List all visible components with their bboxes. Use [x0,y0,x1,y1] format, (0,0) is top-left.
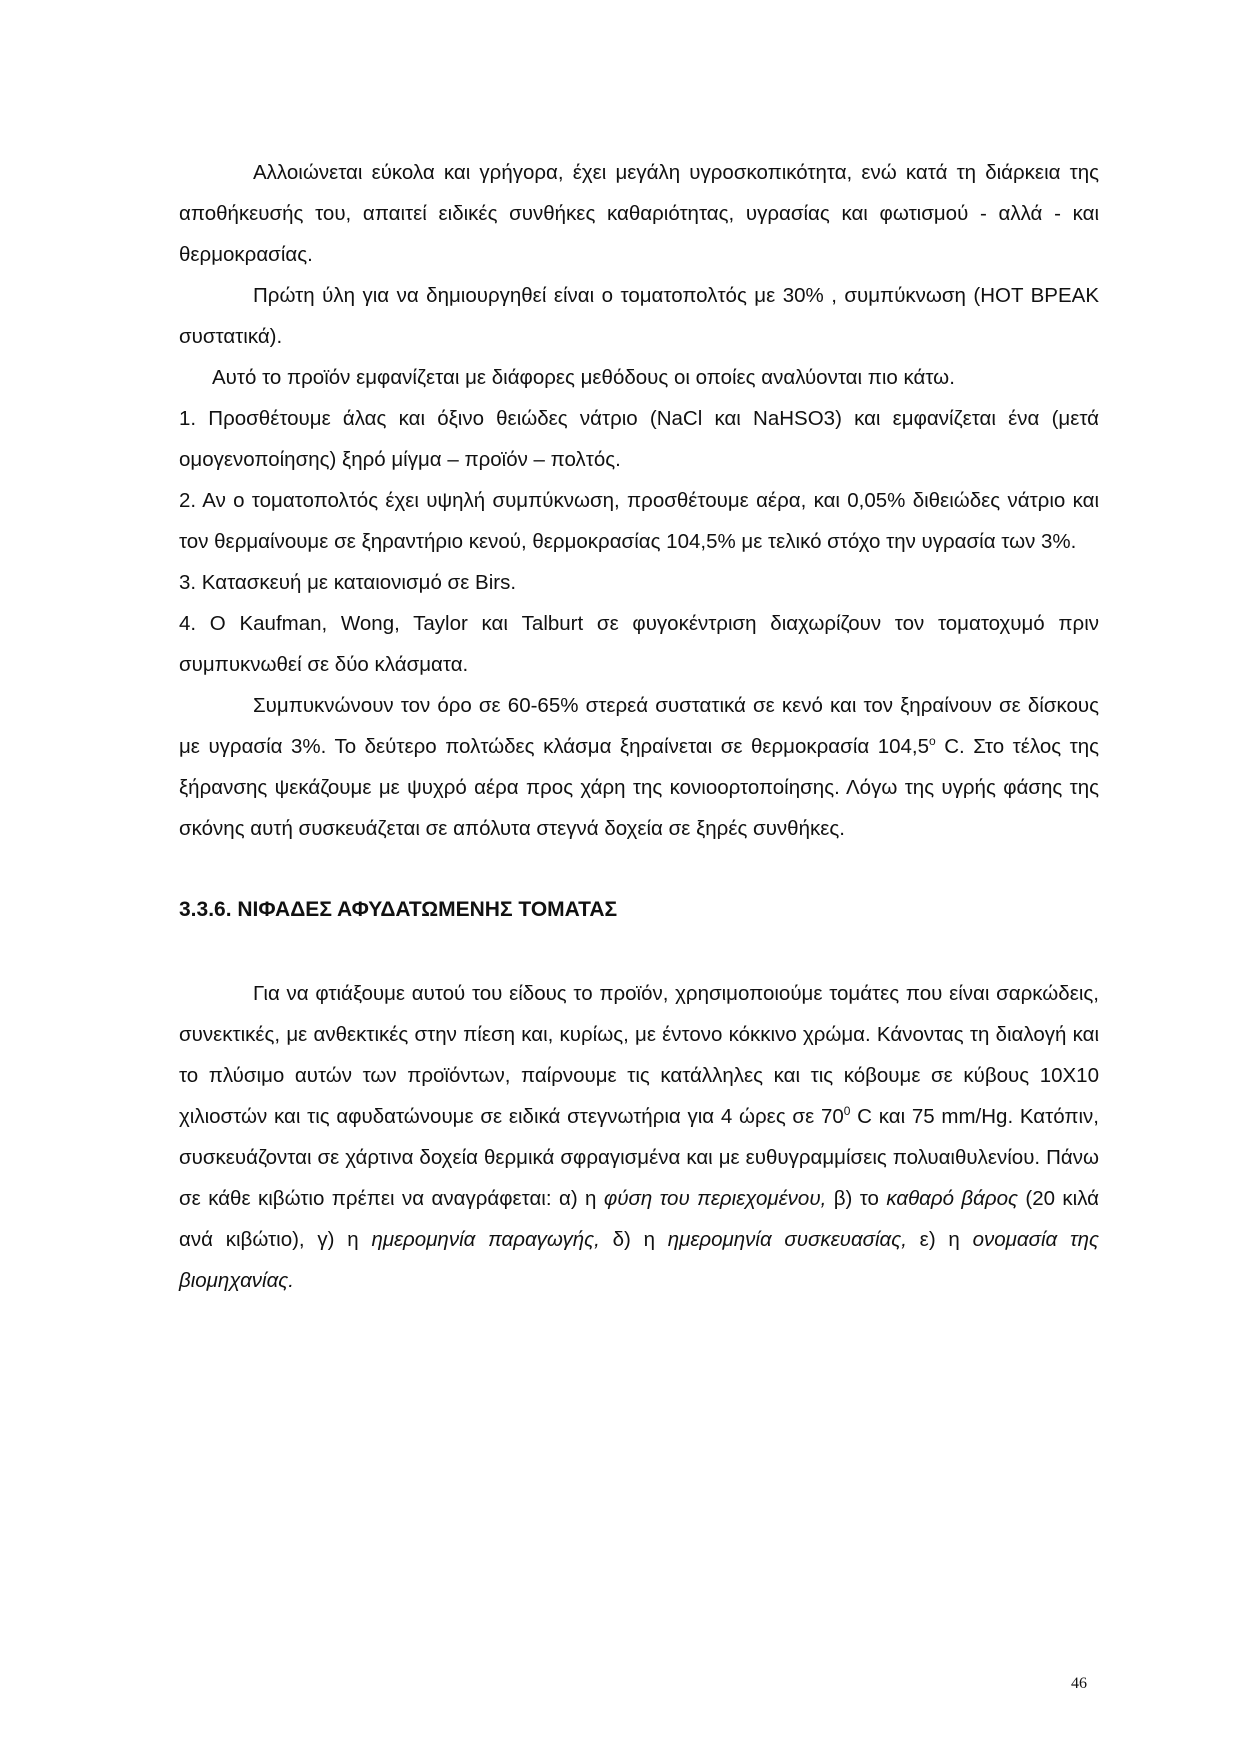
list-item-3: 3. Κατασκευή με καταιονισμό σε Birs. [179,571,517,594]
degree-sign: o [929,734,936,749]
page-number: 46 [1071,1675,1087,1692]
flakes-italic-weight: καθαρό βάρος [886,1187,1018,1210]
list-item-1: 1. Προσθέτουμε άλας και όξινο θειώδες νάτριο (NaCl και NaHSO3) και εμφανίζεται ένα (μετά ομογενοποίησης) ξηρό μίγμα – προϊόν – πολτός. [179,407,1099,471]
flakes-italic-packaging-date: ημερομηνία συσκευασίας, [667,1228,907,1251]
paragraph-raw-material: Πρώτη ύλη για να δημιουργηθεί είναι ο τοματοπολτός με 30% , συμπύκνωση (HOT BPEAK συστατικά). [179,284,1099,348]
paragraph-storage: Αλλοιώνεται εύκολα και γρήγορα, έχει μεγάλη υγροσκοπικότητα, ενώ κατά τη διάρκεια της αποθήκευσής του, απαιτεί ειδικές συνθήκες καθαριότητας, υγρασίας και φωτισμού - αλλά - και θερμοκρασίας. [179,161,1099,266]
paragraph-concentration [179,685,1099,849]
flakes-italic-production-date: ημερομηνία παραγωγής, [371,1228,600,1251]
flakes-text-f: ε) η [906,1228,973,1251]
paragraph-concentration-text-a: Συμπυκνώνουν τον όρο σε 60-65% στερεά συστατικά σε κενό και τον ξηραίνουν σε δίσκους με υγρασία 3%. Το δεύτερο πολτώδες κλάσμα ξηραίνεται σε θερμοκρασία 104,5 [179,694,1099,758]
flakes-italic-industry-name: ονομασία της βιομηχανίας. [179,1228,1099,1292]
flakes-text-e: δ) η [599,1228,668,1251]
flakes-text-d: (20 κιλά ανά κιβώτιο), γ) η [179,1187,1100,1251]
paragraph-concentration-text-b: C. Στο τέλος της ξήρανσης ψεκάζουμε με ψυχρό αέρα προς χάρη της κονιοορτοποίησης. Λόγω της υγρής φάσης της σκόνης αυτή συσκευάζεται σε απόλυτα στεγνά δοχεία σε ξηρές συνθήκες. [179,735,1099,840]
paragraph-flakes [179,973,1099,1301]
paragraph-methods-intro: Αυτό το προϊόν εμφανίζεται με διάφορες μεθόδους οι οποίες αναλύονται πιο κάτω. [212,366,955,389]
list-item-2: 2. Αν ο τοματοπολτός έχει υψηλή συμπύκνωση, προσθέτουμε αέρα, και 0,05% διθειώδες νάτριο και τον θερμαίνουμε σε ξηραντήριο κενού, θερμοκρασίας 104,5% με τελικό στόχο την υγρασία των 3%. [179,489,1099,553]
flakes-text-a: Για να φτιάξουμε αυτού του είδους το προϊόν, χρησιμοποιούμε τομάτες που είναι σαρκώδεις, συνεκτικές, με ανθεκτικές στην πίεση και, κυρίως, με έντονο κόκκινο χρώμα. Κάνοντας τη διαλογή και το πλύσιμο αυτών των προϊόντων, παίρνουμε τις κατάλληλες και τις κόβουμε σε κύβους 10Χ10 χιλιοστών και τις αφυδατώνουμε σε ειδικά στεγνωτήρια για 4 ώρες σε 70 [179,982,1099,1128]
section-heading: 3.3.6. ΝΙΦΑΔΕΣ ΑΦΥΔΑΤΩΜΕΝΗΣ ΤΟΜΑΤΑΣ [179,898,618,921]
flakes-text-c: β) το [826,1187,887,1210]
page-body [179,152,1099,1301]
degree-sign: 0 [843,1104,851,1119]
flakes-text-b: C και 75 mm/Hg. Κατόπιν, συσκευάζονται σε χάρτινα δοχεία θερμικά σφραγισμένα και με ευθυγραμμίσεις πολυαιθυλενίου. Πάνω σε κάθε κιβώτιο πρέπει να αναγράφεται: α) η [179,1105,1099,1210]
list-item-4: 4. O Kaufman, Wong, Taylor και Talburt σε φυγοκέντριση διαχωρίζουν τον τοματοχυμό πριν συμπυκνωθεί σε δύο κλάσματα. [179,612,1099,676]
flakes-italic-nature: φύση του περιεχομένου, [603,1187,827,1210]
